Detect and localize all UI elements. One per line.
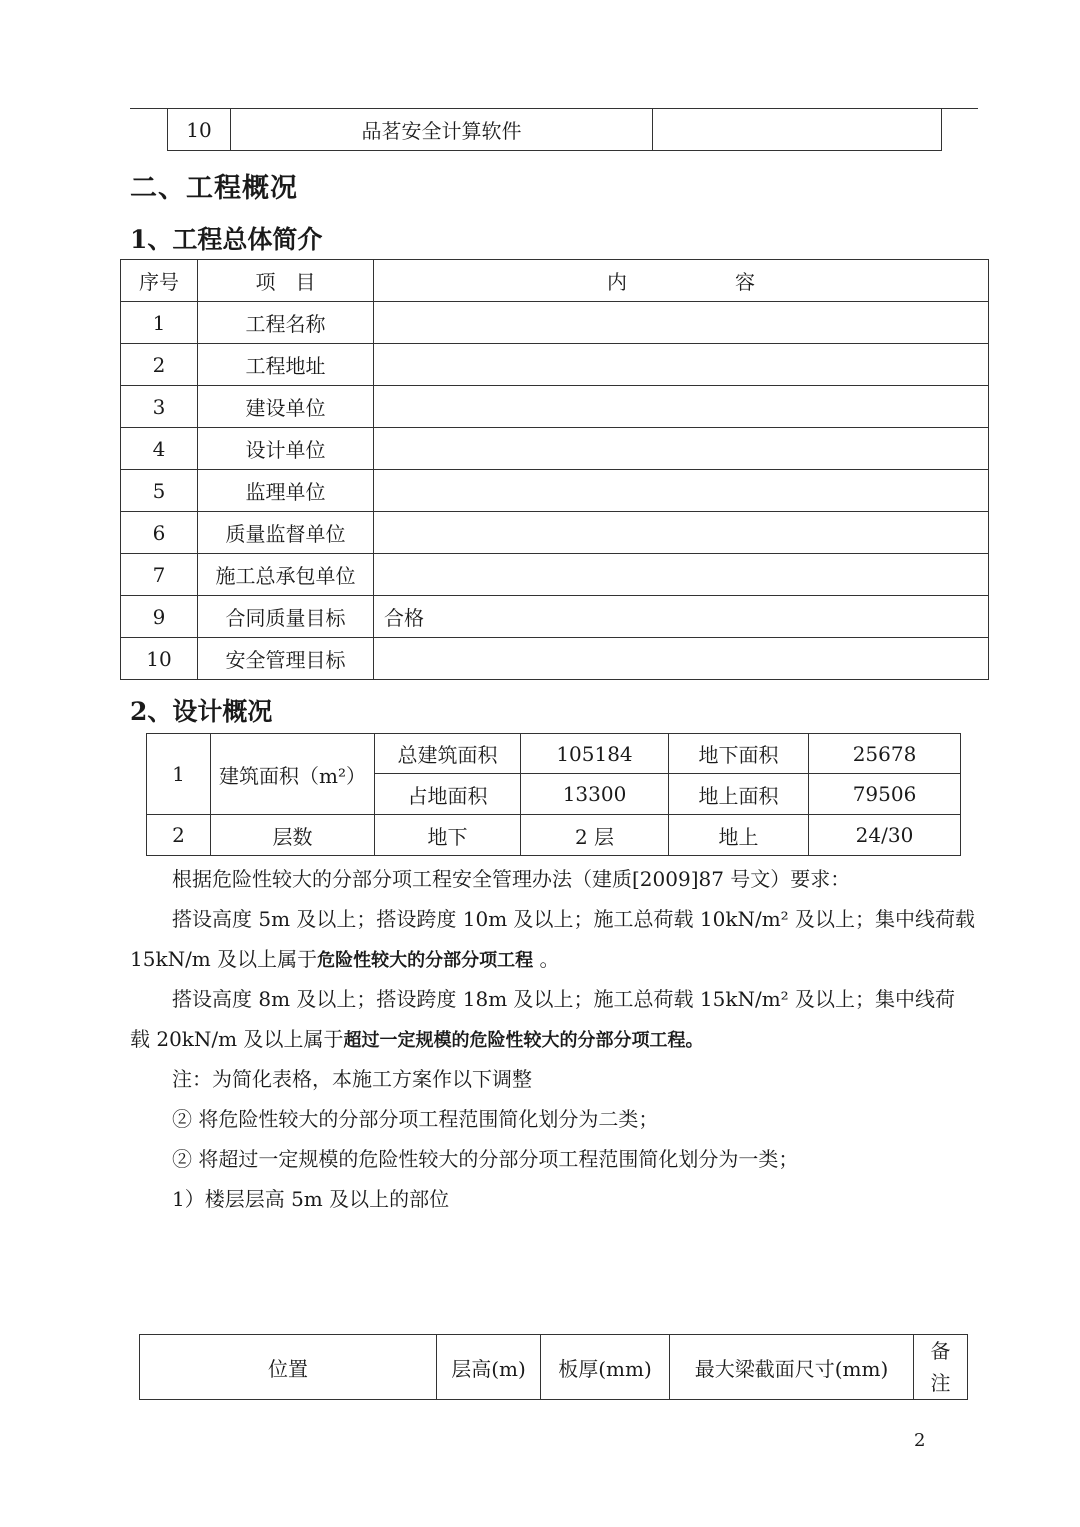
overview-header-row (121, 260, 989, 302)
row-item: 质量监督单位 (198, 512, 374, 554)
table-row (121, 302, 989, 344)
paragraph-major-hazard-line1: 搭设高度 8m 及以上；搭设跨度 18m 及以上；施工总荷载 15kN/m² 及以上；集中线荷 (172, 987, 956, 1011)
land-area-value: 13300 (521, 774, 669, 815)
row-num: 5 (121, 470, 198, 512)
software-table (167, 108, 942, 151)
header-content-b: 容 (735, 270, 755, 294)
above-area-label: 地上面积 (669, 774, 809, 815)
row-item: 工程名称 (198, 302, 374, 344)
list-item-b: ② 将超过一定规模的危险性较大的分部分项工程范围简化划分为一类； (172, 1147, 799, 1171)
floors-above-label: 地上 (669, 815, 809, 856)
section-title: 二、工程概况 (130, 173, 298, 204)
row-num: 10 (121, 638, 198, 680)
position-header-row (140, 1335, 968, 1400)
header-item: 项 目 (198, 260, 374, 302)
row-content (374, 344, 989, 386)
header-num: 序号 (121, 260, 198, 302)
row-item: 建设单位 (198, 386, 374, 428)
position-table (139, 1334, 968, 1400)
hazard-line2-a: 15kN/m 及以上属于 (130, 947, 318, 971)
row-num: 7 (121, 554, 198, 596)
table-row (121, 386, 989, 428)
row-content (374, 428, 989, 470)
software-note (653, 109, 942, 151)
software-name: 品茗安全计算软件 (231, 109, 653, 151)
row-content (374, 638, 989, 680)
row-item: 设计单位 (198, 428, 374, 470)
subsection-title-design: 2、设计概况 (130, 697, 273, 726)
row-item: 安全管理目标 (198, 638, 374, 680)
row-content (374, 386, 989, 428)
paragraph-major-hazard-line2 (130, 1019, 704, 1061)
row-content (374, 302, 989, 344)
row-num: 6 (121, 512, 198, 554)
row-item: 工程地址 (198, 344, 374, 386)
page-number: 2 (914, 1430, 926, 1451)
overview-table (120, 259, 989, 680)
row-num: 2 (121, 344, 198, 386)
subsection-title-overview: 1、工程总体简介 (130, 225, 323, 254)
hazard-line2-b: 危险性较大的分部分项工程 (317, 950, 534, 971)
underground-area-value: 25678 (809, 734, 961, 774)
row-num: 9 (121, 596, 198, 638)
table-row (121, 596, 989, 638)
col-floor-height: 层高(m) (437, 1335, 541, 1400)
row-num: 1 (121, 302, 198, 344)
row-content (374, 554, 989, 596)
floors-under-label: 地下 (375, 815, 521, 856)
header-content-a: 内 (607, 270, 627, 294)
row-item: 施工总承包单位 (198, 554, 374, 596)
floors-label: 层数 (211, 815, 375, 856)
header-content (374, 260, 989, 302)
paragraph-hazard-line1: 搭设高度 5m 及以上；搭设跨度 10m 及以上；施工总荷载 10kN/m² 及以上；集中线荷载 (172, 907, 976, 931)
floors-under-value: 2 层 (521, 815, 669, 856)
design-row-area-1 (147, 734, 961, 774)
table-row (121, 470, 989, 512)
above-area-value: 79506 (809, 774, 961, 815)
col-position: 位置 (140, 1335, 437, 1400)
hazard-line2-c: 。 (533, 947, 560, 971)
underground-area-label: 地下面积 (669, 734, 809, 774)
land-area-label: 占地面积 (375, 774, 521, 815)
col-remark (914, 1335, 968, 1400)
design-row-floors (147, 815, 961, 856)
row-item: 合同质量目标 (198, 596, 374, 638)
floors-above-value: 24/30 (809, 815, 961, 856)
total-area-value: 105184 (521, 734, 669, 774)
row-num: 4 (121, 428, 198, 470)
design-table (146, 733, 961, 856)
table-row (121, 428, 989, 470)
col-beam-size: 最大梁截面尺寸(mm) (670, 1335, 914, 1400)
row-content: 合格 (374, 596, 989, 638)
design-num: 1 (147, 734, 211, 815)
remark-a: 备 (930, 1339, 951, 1363)
paragraph-note: 注：为简化表格，本施工方案作以下调整 (172, 1067, 532, 1091)
total-area-label: 总建筑面积 (375, 734, 521, 774)
row-content (374, 512, 989, 554)
table-row (121, 512, 989, 554)
row-num: 3 (121, 386, 198, 428)
paragraph-hazard-line2 (130, 939, 560, 981)
major-line2-a: 载 20kN/m 及以上属于 (130, 1027, 344, 1051)
list-item-c: 1）楼层层高 5m 及以上的部位 (172, 1187, 450, 1211)
remark-b: 注 (930, 1371, 951, 1395)
list-item-a: ② 将危险性较大的分部分项工程范围简化划分为二类； (172, 1107, 659, 1131)
table-row (121, 554, 989, 596)
software-num: 10 (168, 109, 231, 151)
row-item: 监理单位 (198, 470, 374, 512)
design-area-label: 建筑面积（m²） (211, 734, 375, 815)
table-row (121, 638, 989, 680)
table-row (121, 344, 989, 386)
major-line2-b: 超过一定规模的危险性较大的分部分项工程。 (343, 1030, 704, 1051)
row-content (374, 470, 989, 512)
col-slab-thickness: 板厚(mm) (541, 1335, 670, 1400)
floors-num: 2 (147, 815, 211, 856)
paragraph-regulation: 根据危险性较大的分部分项工程安全管理办法（建质[2009]87 号文）要求： (172, 867, 851, 891)
